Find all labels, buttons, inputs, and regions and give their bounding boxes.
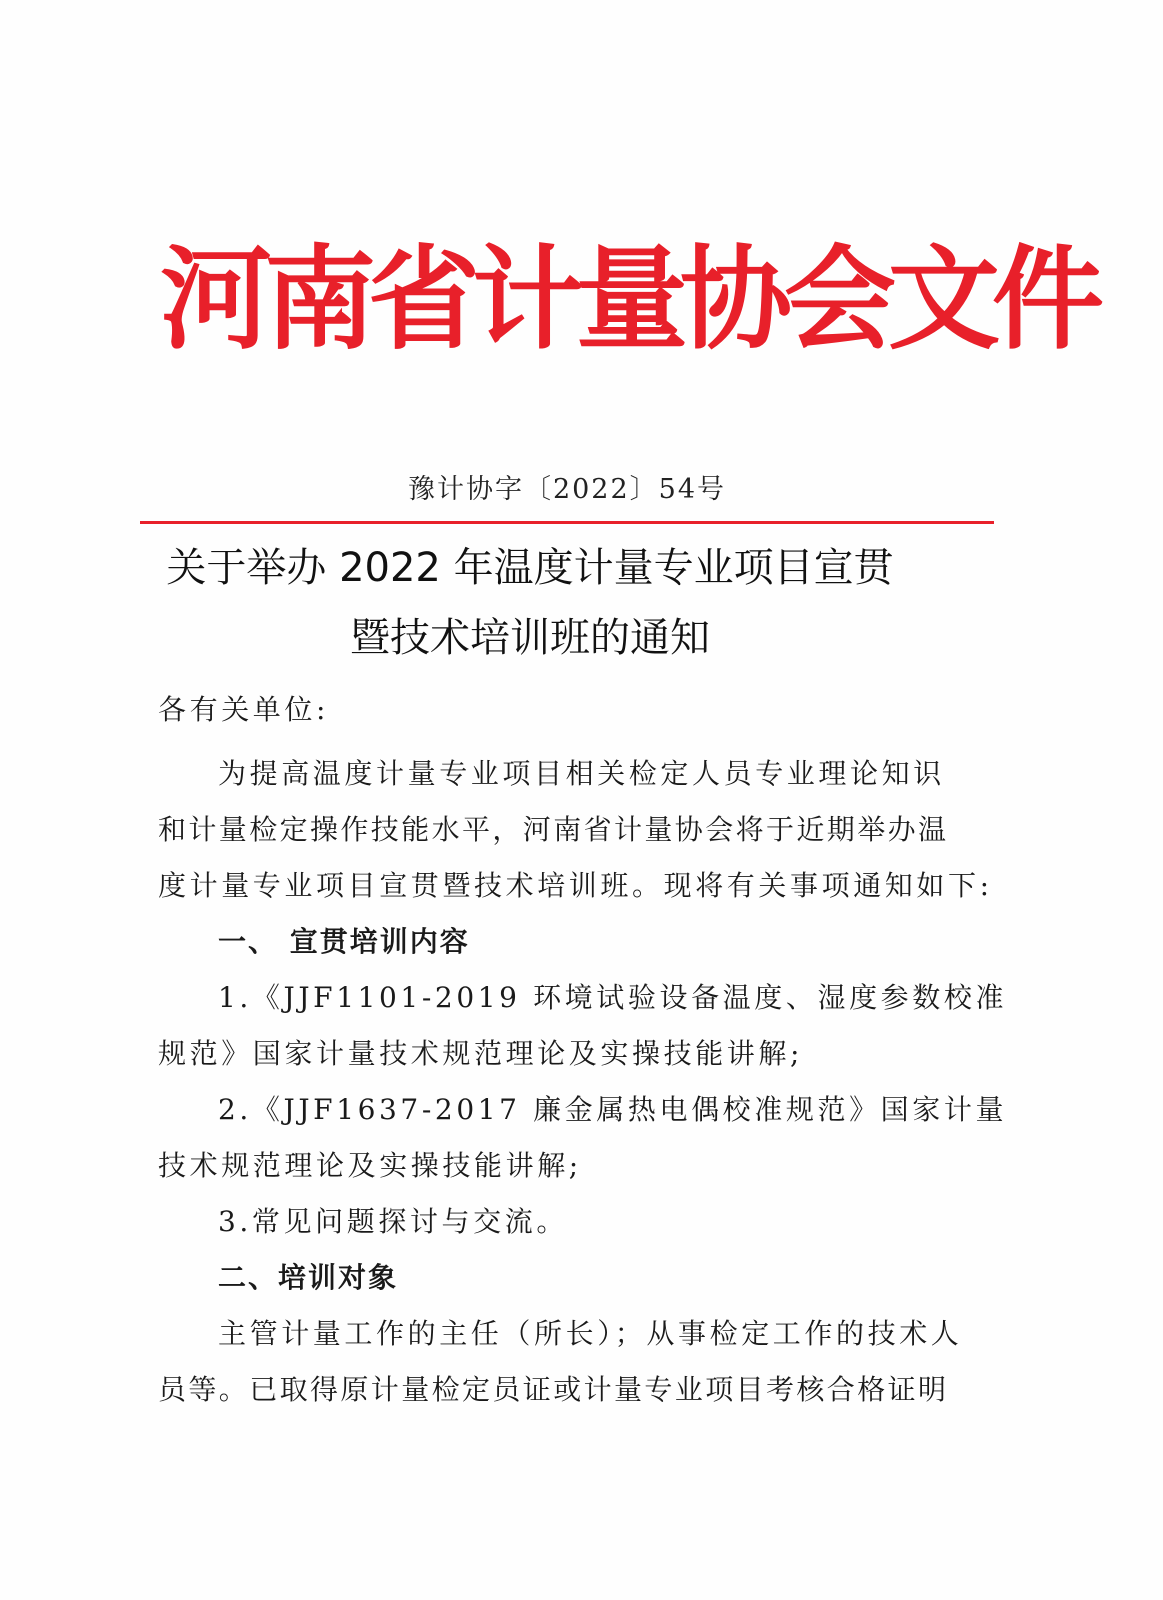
item-2-line-1: 2.《JJF1637-2017 廉金属热电偶校准规范》国家计量 [218,1093,1008,1126]
intro-paragraph-line-2: 和计量检定操作技能水平，河南省计量协会将于近期举办温 [158,813,949,846]
salutation: 各有关单位: [158,693,330,726]
header-divider [140,521,994,524]
target-paragraph-line-1: 主管计量工作的主任（所长）；从事检定工作的技术人 [218,1317,963,1350]
section-2-heading: 二、培训对象 [218,1261,399,1294]
notice-title-line-2: 暨技术培训班的通知 [350,615,710,661]
notice-title-line-1: 关于举办 2022 年温度计量专业项目宣贯 [166,545,894,591]
item-3-line-1: 3.常见问题探讨与交流。 [218,1205,568,1238]
issuer-header-title: 河南省计量协会文件 [160,234,1096,365]
intro-paragraph-line-1: 为提高温度计量专业项目相关检定人员专业理论知识 [218,757,945,790]
item-1-line-2: 规范》国家计量技术规范理论及实操技能讲解; [158,1037,804,1070]
item-2-line-2: 技术规范理论及实操技能讲解; [158,1149,582,1182]
target-paragraph-line-2: 员等。已取得原计量检定员证或计量专业项目考核合格证明 [158,1373,949,1406]
intro-paragraph-line-3: 度计量专业项目宣贯暨技术培训班。现将有关事项通知如下: [158,869,993,902]
document-number: 豫计协字〔2022〕54号 [407,474,727,505]
item-1-line-1: 1.《JJF1101-2019 环境试验设备温度、湿度参数校准 [218,981,1008,1014]
section-1-heading: 一、 宣贯培训内容 [218,925,470,958]
